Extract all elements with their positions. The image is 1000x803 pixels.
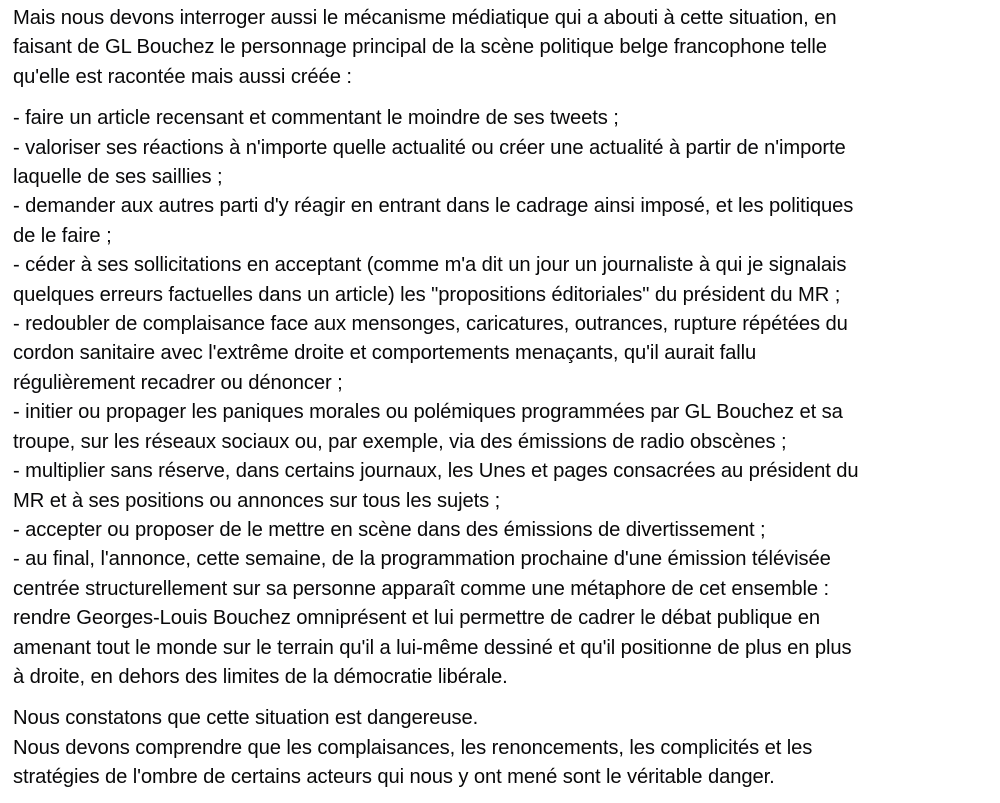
list-line: - faire un article recensant et commentant le moindre de ses tweets ; bbox=[13, 107, 619, 130]
list-line: - demander aux autres parti d'y réagir en entrant dans le cadrage ainsi imposé, et les politiques bbox=[13, 195, 854, 218]
list-line: - multiplier sans réserve, dans certains journaux, les Unes et pages consacrées au président du bbox=[13, 460, 859, 483]
text-line: Mais nous devons interroger aussi le mécanisme médiatique qui a abouti à cette situation, en bbox=[13, 7, 837, 29]
text-line: stratégies de l'ombre de certains acteurs qui nous y ont mené sont le véritable danger. bbox=[13, 766, 775, 789]
paragraph-conclusion bbox=[13, 704, 988, 792]
list-line: - initier ou propager les paniques morales ou polémiques programmées par GL Bouchez et sa bbox=[13, 401, 843, 424]
list-line: - accepter ou proposer de le mettre en scène dans des émissions de divertissement ; bbox=[13, 518, 766, 541]
list-line: rendre Georges-Louis Bouchez omniprésent et lui permettre de cadrer le débat publique en bbox=[13, 607, 821, 630]
paragraph-intro bbox=[13, 4, 988, 92]
list-line: laquelle de ses saillies ; bbox=[13, 166, 223, 189]
list-line: quelques erreurs factuelles dans un article) les "propositions éditoriales" du président du MR ; bbox=[13, 283, 841, 306]
list-line: amenant tout le monde sur le terrain qu'il a lui-même dessiné et qu'il positionne de plus en plus bbox=[13, 636, 852, 659]
list-line: - valoriser ses réactions à n'importe quelle actualité ou créer une actualité à partir de n'importe bbox=[13, 136, 846, 159]
list-line: de le faire ; bbox=[13, 224, 112, 247]
text-line: Nous constatons que cette situation est dangereuse. bbox=[13, 707, 479, 730]
list-line: troupe, sur les réseaux sociaux ou, par exemple, via des émissions de radio obscènes ; bbox=[13, 430, 787, 453]
list-line: centrée structurellement sur sa personne apparaît comme une métaphore de cet ensemble : bbox=[13, 577, 830, 600]
text-line: qu'elle est racontée mais aussi créée : bbox=[13, 65, 352, 88]
list-line: régulièrement recadrer ou dénoncer ; bbox=[13, 371, 343, 394]
list-line: - au final, l'annonce, cette semaine, de la programmation prochaine d'une émission télévisée bbox=[13, 548, 831, 571]
list-line: - céder à ses sollicitations en acceptant (comme m'a dit un jour un journaliste à qui je signalais bbox=[13, 254, 847, 277]
list-line: à droite, en dehors des limites de la démocratie libérale. bbox=[13, 665, 508, 688]
text-line: faisant de GL Bouchez le personnage principal de la scène politique belge francophone telle bbox=[13, 36, 827, 59]
list-line: MR et à ses positions ou annonces sur tous les sujets ; bbox=[13, 489, 501, 512]
list-line: cordon sanitaire avec l'extrême droite et comportements menaçants, qu'il aurait fallu bbox=[13, 342, 757, 365]
paragraph-list bbox=[13, 104, 988, 692]
text-line: Nous devons comprendre que les complaisances, les renoncements, les complicités et les bbox=[13, 736, 813, 759]
list-line: - redoubler de complaisance face aux mensonges, caricatures, outrances, rupture répétées du bbox=[13, 313, 848, 336]
